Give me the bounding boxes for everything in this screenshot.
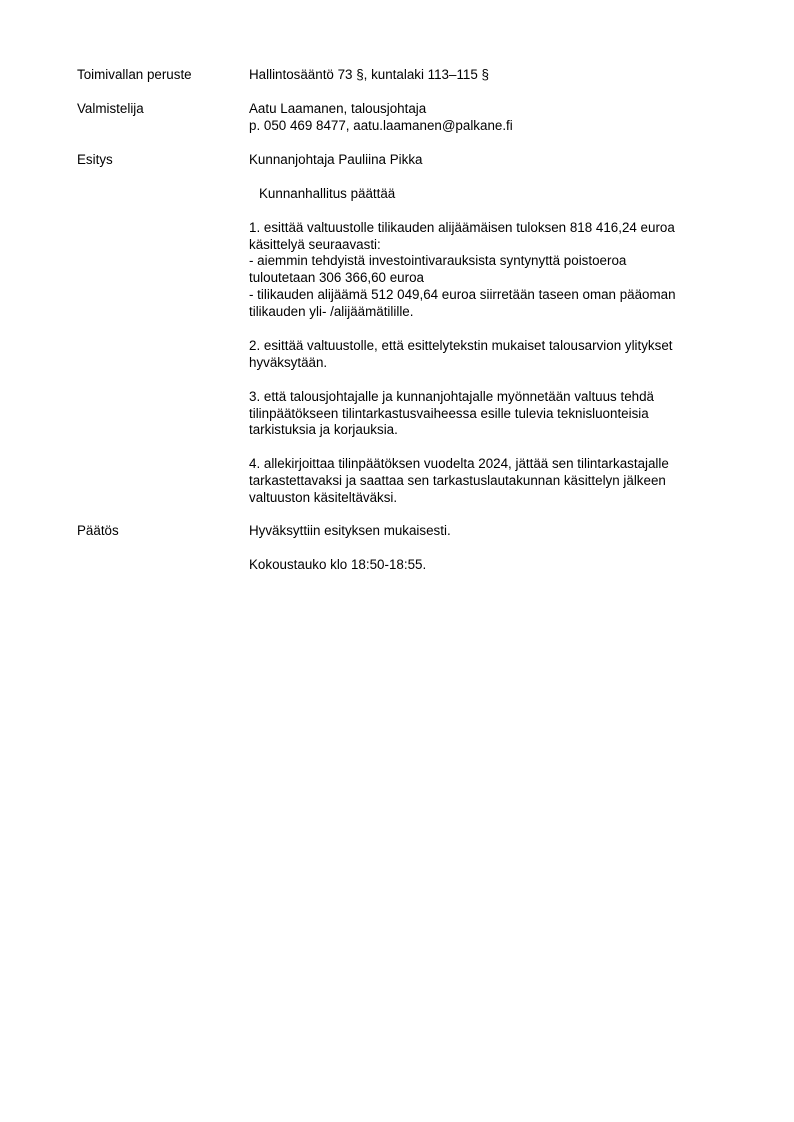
preparer-contact: p. 050 469 8477, aatu.laamanen@palkane.fi <box>249 117 513 133</box>
item1-line5: - tilikauden alijäämä 512 049,64 euroa siirretään taseen oman pääoman <box>249 287 676 303</box>
item1-line1: 1. esittää valtuustolle tilikauden alijäämäisen tuloksen 818 416,24 euroa <box>249 219 675 235</box>
preparer-content <box>249 101 719 135</box>
proposal-content <box>249 152 719 507</box>
preparer-label: Valmistelija <box>77 101 144 116</box>
basis-content <box>249 67 719 84</box>
proposal-item-4 <box>249 456 719 507</box>
item4-line2: tarkastettavaksi ja saattaa sen tarkastuslautakunnan käsittelyn jälkeen <box>249 473 666 489</box>
basis-label: Toimivallan peruste <box>77 67 192 82</box>
item4-line1: 4. allekirjoittaa tilinpäätöksen vuodelta 2024, jättää sen tilintarkastajalle <box>249 456 669 472</box>
proposal-item-2 <box>249 338 719 372</box>
preparer-name: Aatu Laamanen, talousjohtaja <box>249 101 427 116</box>
item4-line3: valtuuston käsiteltäväksi. <box>249 490 398 506</box>
item3-line1: 3. että talousjohtajalle ja kunnanjohtajalle myönnetään valtuus tehdä <box>249 388 654 404</box>
item3-line2: tilinpäätökseen tilintarkastusvaiheessa esille tulevia teknisluonteisia <box>249 405 649 421</box>
basis-text: Hallintosääntö 73 §, kuntalaki 113–115 § <box>249 67 489 82</box>
decision-label: Päätös <box>77 523 119 538</box>
decision-note: Kokoustauko klo 18:50-18:55. <box>249 556 427 572</box>
decision-text: Hyväksyttiin esityksen mukaisesti. <box>249 523 451 538</box>
proposal-intro: Kunnanhallitus päättää <box>259 185 396 201</box>
item1-line4: tuloutetaan 306 366,60 euroa <box>249 270 424 286</box>
item1-line6: tilikauden yli- /alijäämätilille. <box>249 304 414 320</box>
item1-line2: käsittelyä seuraavasti: <box>249 236 381 252</box>
proposal-item-3 <box>249 389 719 440</box>
proposal-label: Esitys <box>77 152 113 167</box>
item2-line2: hyväksytään. <box>249 354 328 370</box>
item3-line3: tarkistuksia ja korjauksia. <box>249 422 398 438</box>
proposal-item-1 <box>249 220 719 321</box>
decision-content <box>249 523 719 574</box>
item2-line1: 2. esittää valtuustolle, että esittelytekstin mukaiset talousarvion ylitykset <box>249 337 673 353</box>
item1-line3: - aiemmin tehdyistä investointivarauksista syntynyttä poistoeroa <box>249 253 627 269</box>
proposal-presenter: Kunnanjohtaja Pauliina Pikka <box>249 152 423 167</box>
